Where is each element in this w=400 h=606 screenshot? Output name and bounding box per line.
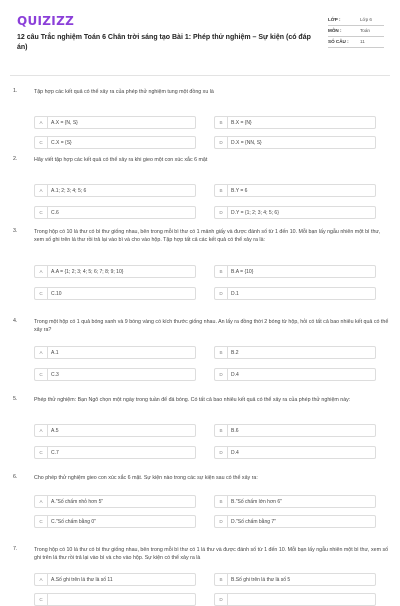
- question-number: 5.: [13, 396, 18, 402]
- meta-subject-key: MÔN :: [328, 28, 342, 33]
- option-text: B.A = {10}: [231, 269, 254, 275]
- option-letter: D: [215, 447, 228, 459]
- meta-class-row: [328, 15, 384, 26]
- question-number: 7.: [13, 546, 18, 552]
- option-letter: D: [215, 207, 228, 219]
- option-text: C.6: [51, 210, 59, 216]
- question-text: Cho phép thử nghiệm gieo con xúc xắc 6 mặt. Sự kiện nào trong các sự kiện sau có thể xảy ra:: [34, 475, 258, 481]
- option-letter: C: [35, 516, 48, 528]
- answer-option-a[interactable]: [34, 495, 196, 508]
- answer-option-c[interactable]: [34, 446, 196, 459]
- meta-subject-value: Toán: [360, 28, 370, 33]
- answer-option-a[interactable]: [34, 184, 196, 197]
- answer-option-a[interactable]: [34, 573, 196, 586]
- option-text: B.Y = 6: [231, 188, 248, 194]
- question-text: Trong một hộp có 1 quả bóng xanh và 9 bóng vàng có kích thước giống nhau. An lấy ra đồng thời 2 bóng từ hộp, hỏi có tất cả bao nhiêu kết quả có thể xảy ra?: [34, 319, 389, 334]
- answer-option-a[interactable]: [34, 346, 196, 359]
- option-letter: B: [215, 266, 228, 278]
- answer-option-b[interactable]: [214, 265, 376, 278]
- option-letter: A: [35, 574, 48, 586]
- answer-option-d[interactable]: [214, 368, 376, 381]
- option-letter: A: [35, 266, 48, 278]
- question-text: Trong hộp có 10 lá thư có bì thư giống nhau, bên trong mỗi bì thư có 1 mảnh giấy và được đánh số từ 1 đến 10. Mỗi bạn lấy ngẫu nhiên một bì thư, xem số ghi trên lá thư rồi trả lại vào bì và cho vào hộp. Tập hợp tất cả các kết quả có thể xảy ra là:: [34, 229, 381, 244]
- option-letter: B: [215, 425, 228, 437]
- option-letter: B: [215, 347, 228, 359]
- meta-count-key: SỐ CÂU :: [328, 39, 349, 44]
- option-text: B.6: [231, 428, 239, 434]
- question-number: 2.: [13, 156, 18, 162]
- option-text: A.X = {N, S}: [51, 120, 78, 126]
- option-text: D.X = {NN, S}: [231, 140, 262, 146]
- option-text: C.10: [51, 291, 62, 297]
- answer-option-d[interactable]: [214, 136, 376, 149]
- meta-count-row: [328, 37, 384, 48]
- meta-subject-row: [328, 26, 384, 37]
- option-text: B.Số ghi trên lá thư là số 5: [231, 577, 291, 583]
- answer-option-a[interactable]: [34, 116, 196, 129]
- page-title: 12 câu Trắc nghiệm Toán 6 Chân trời sáng tạo Bài 1: Phép thử nghiệm – Sự kiện (có đáp án): [17, 34, 311, 51]
- option-letter: D: [215, 369, 228, 381]
- option-text: B.2: [231, 350, 239, 356]
- answer-option-c[interactable]: [34, 368, 196, 381]
- option-letter: C: [35, 207, 48, 219]
- answer-option-d[interactable]: [214, 446, 376, 459]
- answer-option-d[interactable]: [214, 287, 376, 300]
- answer-option-a[interactable]: [34, 265, 196, 278]
- header-divider: [10, 75, 390, 76]
- option-letter: A: [35, 496, 48, 508]
- option-text: C."Số chấm bằng 0": [51, 519, 96, 525]
- option-letter: A: [35, 347, 48, 359]
- option-text: A.Số ghi trên lá thư là số 11: [51, 577, 113, 583]
- question-number: 1.: [13, 88, 18, 94]
- answer-option-a[interactable]: [34, 424, 196, 437]
- answer-option-c[interactable]: [34, 206, 196, 219]
- answer-option-b[interactable]: [214, 573, 376, 586]
- quiz-meta: [328, 15, 384, 48]
- option-text: C.3: [51, 372, 59, 378]
- option-letter: B: [215, 117, 228, 129]
- option-text: B.X = {N}: [231, 120, 252, 126]
- option-letter: C: [35, 594, 48, 606]
- option-letter: C: [35, 137, 48, 149]
- quizizz-logo: QUIZIZZ: [17, 14, 75, 28]
- option-text: D."Số chấm bằng 7": [231, 519, 276, 525]
- option-text: C.7: [51, 450, 59, 456]
- answer-option-d[interactable]: [214, 515, 376, 528]
- question-number: 3.: [13, 228, 18, 234]
- option-text: D.4: [231, 372, 239, 378]
- question-text: Tập hợp các kết quả có thể xảy ra của phép thử nghiệm tung một đồng xu là: [34, 89, 214, 95]
- option-letter: C: [35, 447, 48, 459]
- option-text: D.Y = {1; 2; 3; 4; 5; 6}: [231, 210, 279, 216]
- option-letter: B: [215, 496, 228, 508]
- answer-option-b[interactable]: [214, 116, 376, 129]
- answer-option-c[interactable]: [34, 136, 196, 149]
- option-letter: C: [35, 288, 48, 300]
- option-letter: C: [35, 369, 48, 381]
- answer-option-b[interactable]: [214, 346, 376, 359]
- option-text: A.5: [51, 428, 59, 434]
- answer-option-b[interactable]: [214, 184, 376, 197]
- option-text: A.1: [51, 350, 59, 356]
- option-letter: D: [215, 516, 228, 528]
- meta-count-value: 11: [360, 39, 365, 44]
- option-letter: D: [215, 137, 228, 149]
- answer-option-b[interactable]: [214, 424, 376, 437]
- option-text: D.4: [231, 450, 239, 456]
- option-text: D.1: [231, 291, 239, 297]
- question-text: Phép thử nghiệm: Bạn Ngô chọn một ngày trong tuần để đá bóng. Có tất cả bao nhiêu kết quả có thể xảy ra của phép thử nghiệm này:: [34, 397, 351, 403]
- option-letter: B: [215, 574, 228, 586]
- question-number: 4.: [13, 318, 18, 324]
- option-text: A.1; 2; 3; 4; 5; 6: [51, 188, 87, 194]
- option-letter: B: [215, 185, 228, 197]
- meta-class-key: LỚP :: [328, 17, 341, 22]
- option-text: A."Số chấm nhỏ hơn 5": [51, 499, 104, 505]
- question-text: Hãy viết tập hợp các kết quả có thể xảy ra khi gieo một con xúc xắc 6 mặt: [34, 157, 208, 163]
- option-text: A.A = {1; 2; 3; 4; 5; 6; 7; 8; 9; 10}: [51, 269, 124, 275]
- answer-option-d[interactable]: [214, 206, 376, 219]
- option-letter: D: [215, 594, 228, 606]
- meta-class-value: Lớp 6: [360, 17, 372, 22]
- answer-option-c[interactable]: [34, 515, 196, 528]
- option-text: B."Số chấm lớn hơn 6": [231, 499, 282, 505]
- option-letter: A: [35, 185, 48, 197]
- question-text: Trong hộp có 10 lá thư có bì thư giống nhau, bên trong mỗi bì thư có 1 lá thư và được đánh số từ 1 đến 10. Mỗi bạn lấy ngẫu nhiên một bì thư, xem số ghi trên lá thư rồi trả lại vào bì và cho vào hộp. Sự kiện có thể xảy ra là: [34, 547, 389, 562]
- option-text: C.X = {S}: [51, 140, 72, 146]
- answer-option-c[interactable]: [34, 287, 196, 300]
- option-letter: A: [35, 425, 48, 437]
- option-letter: D: [215, 288, 228, 300]
- question-number: 6.: [13, 474, 18, 480]
- option-letter: A: [35, 117, 48, 129]
- answer-option-b[interactable]: [214, 495, 376, 508]
